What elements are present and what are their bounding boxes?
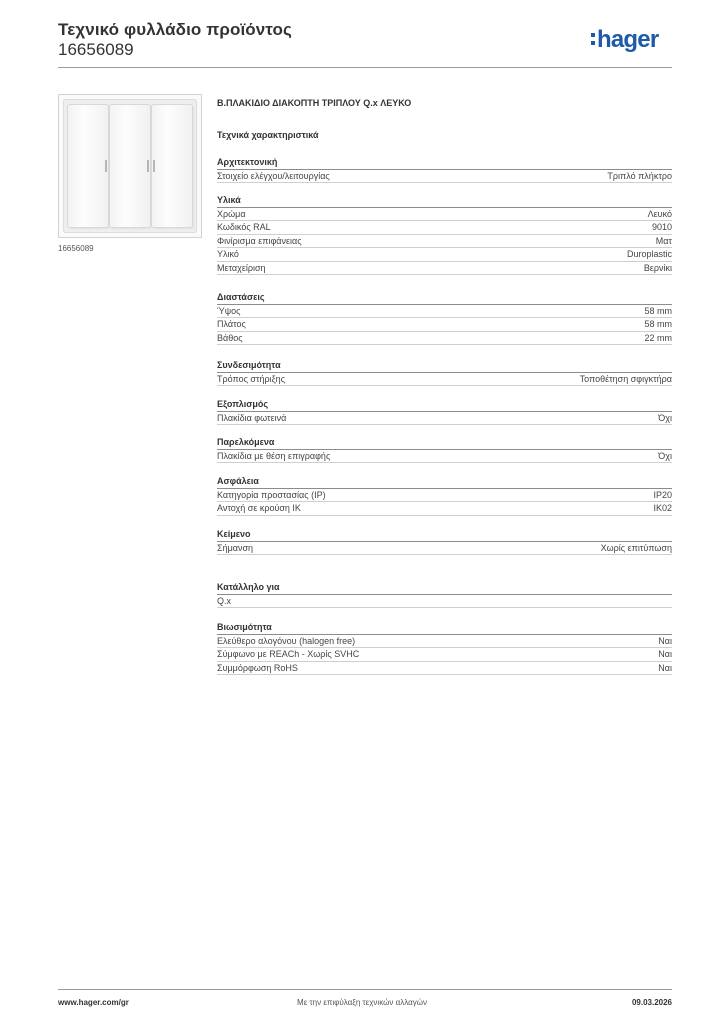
- spec-row: [217, 595, 672, 608]
- spec-label: Βάθος: [217, 332, 243, 343]
- footer-date: 09.03.2026: [631, 998, 672, 1007]
- spec-label: Φινίρισμα επιφάνειας: [217, 235, 302, 246]
- section-title: Κατάλληλο για: [217, 581, 672, 595]
- spec-label: Πλακίδια με θέση επιγραφής: [217, 451, 331, 461]
- spec-section-accessories: [217, 436, 672, 463]
- spec-value: IK02: [653, 503, 672, 514]
- spec-section-suitable-for: [217, 581, 672, 608]
- spec-label: Σύμφωνο με REACh - Χωρίς SVHC: [217, 649, 360, 660]
- spec-label: Υλικό: [217, 249, 239, 260]
- rocker-right: [152, 105, 192, 227]
- spec-value: Ναι: [658, 636, 672, 646]
- spec-value: Τριπλό πλήκτρο: [607, 171, 672, 181]
- spec-label: Πλάτος: [217, 319, 246, 330]
- spec-section-materials: [217, 194, 672, 275]
- spec-label: Χρώμα: [217, 209, 246, 219]
- spec-row: [217, 489, 672, 502]
- spec-value: Τοποθέτηση σφιγκτήρα: [579, 374, 672, 384]
- spec-label: Κατηγορία προστασίας (IP): [217, 490, 326, 500]
- specs-heading: Τεχνικά χαρακτηριστικά: [217, 130, 319, 140]
- spec-value: Λευκό: [647, 209, 672, 219]
- spec-section-text: [217, 528, 672, 555]
- spec-value: Όχι: [658, 413, 672, 423]
- spec-label: Q.x: [217, 596, 232, 606]
- footer-disclaimer: Με την επιφύλαξη τεχνικών αλλαγών: [297, 998, 427, 1007]
- spec-value: Όχι: [658, 451, 672, 461]
- spec-section-architecture: [217, 156, 672, 183]
- spec-value: Ναι: [658, 662, 672, 673]
- spec-label: Ύψος: [217, 306, 241, 316]
- spec-section-sustainability: [217, 621, 672, 675]
- rocker-left: [68, 105, 108, 227]
- spec-row: [217, 502, 672, 515]
- hager-logo: [591, 28, 658, 52]
- spec-row: [217, 305, 672, 318]
- rocker-middle: [110, 105, 150, 227]
- spec-row: [217, 635, 672, 648]
- spec-value: 58 mm: [644, 319, 672, 330]
- spec-label: Στοιχείο ελέγχου/λειτουργίας: [217, 171, 330, 181]
- section-title: Ασφάλεια: [217, 475, 672, 489]
- spec-label: Ελεύθερο αλογόνου (halogen free): [217, 636, 356, 646]
- section-title: Κείμενο: [217, 528, 672, 542]
- footer-divider: [58, 989, 672, 990]
- product-name: Β.ΠΛΑΚΙΔΙΟ ΔΙΑΚΟΠΤΗ ΤΡΙΠΛΟΥ Q.x ΛΕΥΚΟ: [217, 98, 412, 108]
- section-title: Παρελκόμενα: [217, 436, 672, 450]
- spec-value: 9010: [651, 222, 672, 233]
- section-title: Εξοπλισμός: [217, 398, 672, 412]
- product-image: [58, 94, 202, 238]
- logo-dots-icon: [591, 30, 596, 47]
- spec-row: [217, 412, 672, 425]
- spec-section-safety: [217, 475, 672, 516]
- spec-label: Αντοχή σε κρούση IK: [217, 503, 301, 514]
- section-title: Βιωσιμότητα: [217, 621, 672, 635]
- spec-label: Σήμανση: [217, 543, 254, 553]
- spec-value: Χωρίς επιτύπωση: [600, 543, 672, 553]
- spec-row: [217, 318, 672, 331]
- document-title: Τεχνικό φυλλάδιο προϊόντος: [58, 20, 292, 39]
- product-code: 16656089: [58, 40, 134, 59]
- spec-value: Ναι: [658, 649, 672, 660]
- spec-section-dimensions: [217, 291, 672, 345]
- logo-text: hager: [597, 26, 659, 53]
- section-title: Αρχιτεκτονική: [217, 156, 672, 170]
- spec-row: [217, 332, 672, 345]
- spec-value: 58 mm: [644, 306, 672, 316]
- spec-row: [217, 235, 672, 248]
- spec-row: [217, 450, 672, 463]
- spec-row: [217, 542, 672, 555]
- spec-row: [217, 170, 672, 183]
- spec-row: [217, 662, 672, 675]
- spec-label: Συμμόρφωση RoHS: [217, 662, 298, 673]
- spec-value: IP20: [653, 490, 672, 500]
- footer-website-link[interactable]: www.hager.com/gr: [58, 998, 129, 1007]
- spec-row: [217, 248, 672, 261]
- spec-section-equipment: [217, 398, 672, 425]
- spec-value: Duroplastic: [626, 249, 672, 260]
- section-title: Συνδεσιμότητα: [217, 359, 672, 373]
- header-divider: [58, 67, 672, 68]
- spec-row: [217, 208, 672, 221]
- image-caption: 16656089: [58, 244, 94, 253]
- spec-row: [217, 648, 672, 661]
- spec-value: Βερνίκι: [643, 262, 672, 273]
- spec-row: [217, 373, 672, 386]
- spec-row: [217, 262, 672, 275]
- spec-section-connectivity: [217, 359, 672, 386]
- spec-label: Μεταχείριση: [217, 262, 266, 273]
- spec-value: Ματ: [655, 235, 672, 246]
- switch-plate-icon: [63, 99, 197, 233]
- spec-label: Τρόπος στήριξης: [217, 374, 286, 384]
- spec-label: Πλακίδια φωτεινά: [217, 413, 287, 423]
- spec-row: [217, 221, 672, 234]
- spec-value: 22 mm: [644, 332, 672, 343]
- section-title: Υλικά: [217, 194, 672, 208]
- section-title: Διαστάσεις: [217, 291, 672, 305]
- spec-label: Κωδικός RAL: [217, 222, 271, 233]
